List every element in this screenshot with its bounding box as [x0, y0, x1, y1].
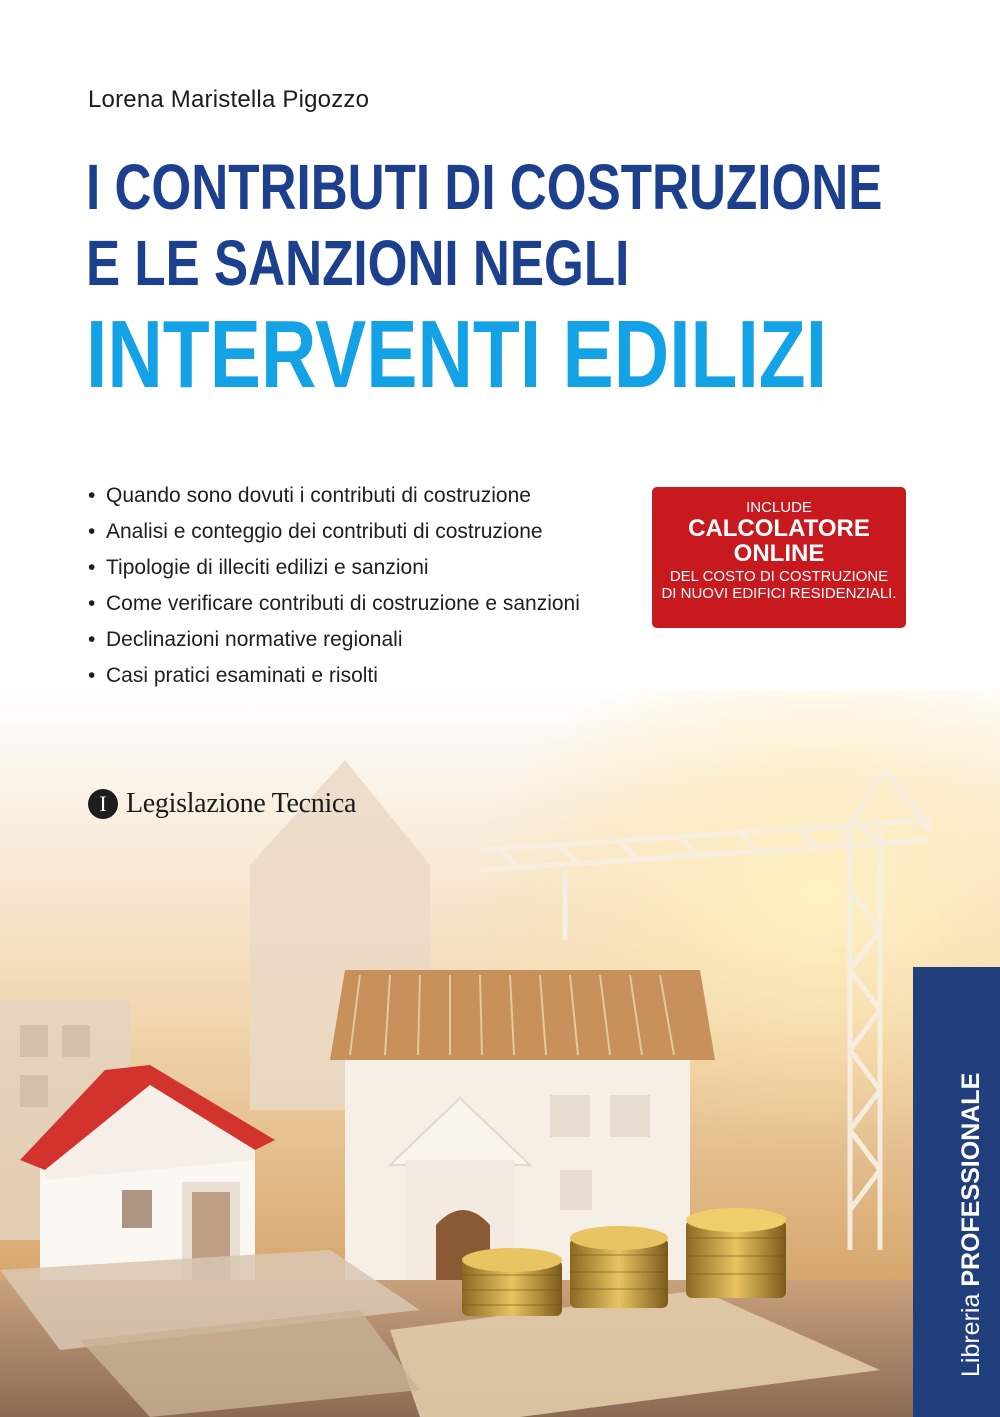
- series-band: [913, 967, 1000, 1417]
- list-item: • Quando sono dovuti i contributi di costruzione: [88, 478, 580, 514]
- list-item: • Analisi e conteggio dei contributi di costruzione: [88, 514, 580, 550]
- list-item: • Casi pratici esaminati e risolti: [88, 658, 580, 694]
- list-item: • Declinazioni normative regionali: [88, 622, 580, 658]
- publisher-logo-icon: I: [88, 789, 118, 819]
- publisher-logo: [88, 786, 356, 822]
- bullet-icon: •: [88, 556, 96, 579]
- bullet-icon: •: [88, 520, 96, 543]
- feature-list: [88, 478, 580, 694]
- bullet-icon: •: [88, 592, 96, 615]
- title-line-1: I CONTRIBUTI DI COSTRUZIONE: [86, 151, 883, 223]
- promo-calculator-label: CALCOLATORE: [688, 515, 870, 542]
- calculator-promo-badge: [652, 487, 906, 628]
- list-item: • Come verificare contributi di costruzione e sanzioni: [88, 586, 580, 622]
- promo-include-label: INCLUDE: [746, 499, 812, 516]
- title-line-2: E LE SANZIONI NEGLI: [86, 227, 630, 299]
- publisher-name: Legislazione Tecnica: [126, 788, 357, 819]
- title-line-3: INTERVENTI EDILIZI: [86, 301, 828, 408]
- series-label: Libreria PROFESSIONALE: [957, 1072, 985, 1377]
- bullet-icon: •: [88, 628, 96, 651]
- promo-description-2: DI NUOVI EDIFICI RESIDENZIALI.: [661, 585, 897, 602]
- bullet-icon: •: [88, 664, 96, 687]
- promo-description-1: DEL COSTO DI COSTRUZIONE: [669, 568, 889, 585]
- author-name: Lorena Maristella Pigozzo: [88, 86, 370, 113]
- bullet-icon: •: [88, 484, 96, 507]
- list-item: • Tipologie di illeciti edilizi e sanzioni: [88, 550, 580, 586]
- promo-online-label: ONLINE: [733, 540, 825, 567]
